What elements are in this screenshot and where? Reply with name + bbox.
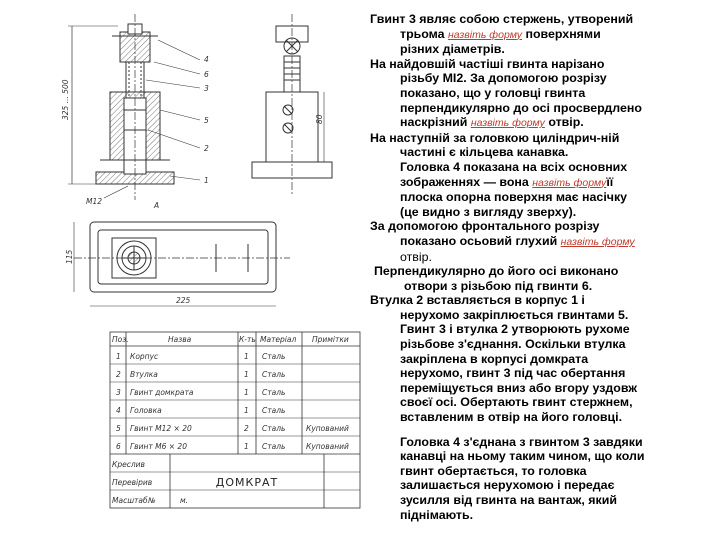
svg-text:Купований: Купований	[306, 424, 349, 433]
paragraph-groove: На наступній за головкою циліндрич-ній частині є кільцева канавка. Головка 4 показана на всіх основних зображеннях — вона назвіть формуїї плоска опорна поверхня має насічку (це видно з вигляду зверху).	[370, 130, 628, 219]
top-view	[74, 222, 290, 306]
th-pos: Поз.	[112, 335, 129, 344]
th-qty: К-ть	[239, 335, 256, 344]
svg-text:Сталь: Сталь	[262, 406, 286, 415]
svg-text:4: 4	[116, 406, 121, 415]
table-row	[116, 352, 285, 361]
fill-in-hint[interactable]: назвіть форму	[560, 235, 635, 248]
checked-by-label: Перевірив	[112, 478, 153, 487]
svg-text:Гвинт M12 × 20: Гвинт M12 × 20	[130, 424, 192, 433]
table-row	[116, 442, 349, 451]
drawing-title: ДОМКРАТ	[215, 476, 279, 489]
dim-115: 115	[65, 249, 74, 264]
paragraph-section: За допомогою фронтального розрізу показано осьовий глухий назвіть форму отвір.	[370, 219, 635, 264]
side-view	[252, 14, 332, 196]
drawn-by-label: Креслив	[112, 460, 145, 469]
svg-text:1: 1	[116, 352, 121, 361]
paragraph-holes: Перпендикулярно до його осі виконано отвори з різьбою під гвинти 6.	[374, 264, 619, 293]
fill-in-hint[interactable]: назвіть форму	[448, 28, 523, 41]
svg-text:Гвинт домкрата: Гвинт домкрата	[130, 388, 194, 397]
th-material: Матеріал	[260, 335, 297, 344]
dim-80: 80	[315, 114, 324, 124]
callout-4: 4	[204, 55, 209, 64]
table-row	[116, 424, 349, 433]
svg-text:2: 2	[244, 424, 249, 433]
scale-value: м.	[180, 496, 189, 505]
svg-text:1: 1	[244, 442, 249, 451]
callout-6: 6	[204, 70, 209, 79]
callout-5: 5	[204, 116, 209, 125]
dim-height-range: 325 ... 500	[61, 79, 70, 120]
callout-1: 1	[204, 176, 209, 185]
callout-2: 2	[204, 144, 209, 153]
description-text	[370, 12, 715, 522]
paragraph-sleeve: Втулка 2 вставляється в корпус 1 і нерухомо закріплюється гвинтами 5. Гвинт 3 і втулка 2 утворюють рухоме різьбове з'єднання. Оскільки втулка закріплена в корпусі домкрата нерухомо, гвинт 3 під час обертання переміщується вниз або вгору уздовж своєї осі. Обертають гвинт стержнем, вставленим в отвір на його головці.	[370, 293, 638, 425]
paragraph-screw: Гвинт 3 являє собою стержень, утворений трьома назвіть форму поверхнями різних діаметрів.	[370, 12, 634, 57]
svg-text:Сталь: Сталь	[262, 370, 286, 379]
table-row	[116, 406, 285, 415]
svg-text:5: 5	[116, 424, 121, 433]
paragraph-head: Головка 4 з'єднана з гвинтом 3 завдяки канавці на ньому таким чином, що коли гвинт обертається, то головка залишається нерухомою і передає зусилля від гвинта на вантаж, який піднімають.	[400, 434, 645, 522]
svg-text:1: 1	[244, 388, 249, 397]
th-name: Назва	[168, 335, 192, 344]
svg-text:Купований: Купований	[306, 442, 349, 451]
svg-text:2: 2	[116, 370, 121, 379]
svg-text:Втулка: Втулка	[130, 370, 158, 379]
dim-thread-m12: M12	[86, 197, 103, 206]
svg-text:Сталь: Сталь	[262, 424, 286, 433]
svg-text:1: 1	[244, 370, 249, 379]
fill-in-hint[interactable]: назвіть форму	[532, 176, 607, 189]
svg-text:6: 6	[116, 442, 121, 451]
svg-text:Сталь: Сталь	[262, 442, 286, 451]
svg-text:1: 1	[244, 406, 249, 415]
table-row	[116, 370, 285, 379]
dim-225: 225	[176, 296, 191, 305]
front-section-view	[68, 14, 200, 200]
callout-3: 3	[204, 84, 209, 93]
svg-text:3: 3	[116, 388, 121, 397]
svg-text:Корпус: Корпус	[130, 352, 159, 361]
svg-text:Сталь: Сталь	[262, 388, 286, 397]
scale-label: Масштаб	[112, 496, 148, 505]
table-row	[116, 388, 285, 397]
svg-text:Гвинт M6 × 20: Гвинт M6 × 20	[130, 442, 187, 451]
svg-text:Сталь: Сталь	[262, 352, 286, 361]
th-notes: Примітки	[312, 335, 349, 344]
paragraph-thread: На найдовшій частіші гвинта нарізано різьбу МІ2. За допомогою розрізу показано, що у головці гвинта перпендикулярно до осі просвердлено наскрізний назвіть форму отвір.	[370, 56, 642, 130]
section-mark-a: A	[154, 201, 160, 210]
fill-in-hint[interactable]: назвіть форму	[470, 117, 545, 130]
scale-no: №	[148, 496, 156, 505]
svg-text:Головка: Головка	[130, 406, 162, 415]
svg-text:1: 1	[244, 352, 249, 361]
